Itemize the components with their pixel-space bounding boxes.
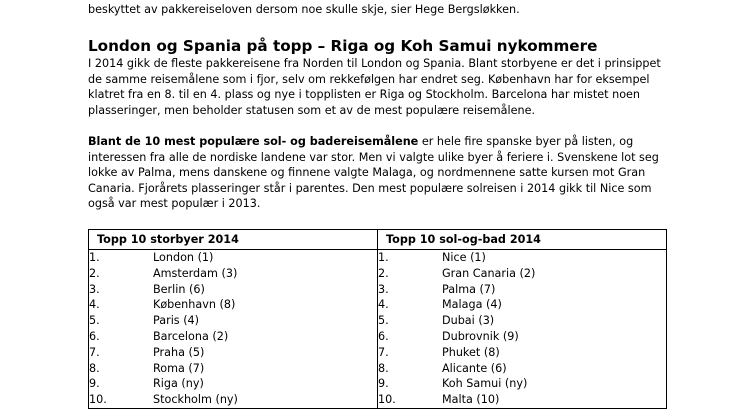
rank-number: 7. — [89, 345, 100, 359]
sun-beach-cell — [378, 376, 667, 392]
bold-lead: Blant de 10 mest populære sol- og badereisemålene — [88, 135, 419, 148]
city-name: Barcelona (2) — [153, 329, 229, 343]
rank-number: 3. — [378, 282, 389, 296]
paragraph-line: interessen fra alle de nordiske landene var stor. Men vi valgte ulike byer å feriere i. Svenskene lot seg — [88, 150, 659, 164]
paragraph-line — [88, 134, 659, 150]
intro-tail-text: beskyttet av pakkereiseloven dersom noe skulle skje, sier Hege Bergsløkken. — [88, 3, 520, 16]
city-cell — [89, 250, 378, 266]
sun-beach-name: Gran Canaria (2) — [442, 266, 536, 280]
sun-beach-name: Malaga (4) — [442, 298, 502, 312]
rank-number: 5. — [89, 314, 100, 328]
city-name: Roma (7) — [153, 361, 205, 375]
paragraph-line: klatret fra en 8. til en 4. plass og nye i topplisten er Riga og Stockholm. Barcelona har mistet noen — [88, 88, 641, 102]
top10-table — [88, 229, 667, 409]
rank-number: 6. — [378, 329, 389, 343]
paragraph-line: lokke av Palma, mens danskene og finnene valgte Malaga, og nordmennene satte kursen mot Gran — [88, 166, 646, 180]
table-row — [89, 345, 667, 361]
city-cell — [89, 361, 378, 377]
city-cell — [89, 266, 378, 282]
paragraph-line: også var mest populær i 2013. — [88, 197, 261, 211]
sun-beach-cell — [378, 392, 667, 408]
section-heading: London og Spania på topp – Riga og Koh Samui nykommere — [88, 37, 598, 55]
city-cell — [89, 329, 378, 345]
rank-number: 3. — [89, 282, 100, 296]
table-row — [89, 282, 667, 298]
paragraph-line: I 2014 gikk de fleste pakkereisene fra Norden til London og Spania. Blant storbyene er det i prinsippet — [88, 57, 661, 70]
sun-beach-name: Phuket (8) — [442, 345, 500, 359]
rank-number: 2. — [378, 266, 389, 280]
lead-rest: er hele fire spanske byer på listen, og — [418, 135, 634, 148]
city-name: Stockholm (ny) — [153, 393, 238, 407]
sun-beach-name: Dubai (3) — [442, 314, 495, 328]
rank-number: 9. — [89, 377, 100, 391]
city-cell — [89, 313, 378, 329]
sun-beach-name: Dubrovnik (9) — [442, 329, 519, 343]
table-row — [89, 250, 667, 266]
sun-beach-name: Palma (7) — [442, 282, 496, 296]
rank-number: 4. — [89, 298, 100, 312]
sun-beach-name: Koh Samui (ny) — [442, 377, 528, 391]
sun-beach-cell — [378, 266, 667, 282]
table-row — [89, 392, 667, 408]
table-body — [89, 250, 667, 409]
header-sun-beach: Topp 10 sol-og-bad 2014 — [378, 230, 667, 250]
table-row — [89, 329, 667, 345]
sun-beach-cell — [378, 313, 667, 329]
city-name: Berlin (6) — [153, 282, 205, 296]
rank-number: 10. — [89, 393, 107, 407]
sun-beach-cell — [378, 282, 667, 298]
table-header-row — [89, 230, 667, 250]
paragraph-line: de samme reisemålene som i fjor, selv om rekkefølgen har endret seg. København har for eksempel — [88, 72, 650, 86]
city-cell — [89, 282, 378, 298]
table-row — [89, 266, 667, 282]
rank-number: 8. — [378, 361, 389, 375]
sun-beach-cell — [378, 345, 667, 361]
sun-beach-name: Malta (10) — [442, 393, 500, 407]
sun-beach-cell — [378, 250, 667, 266]
rank-number: 1. — [378, 251, 389, 264]
city-cell — [89, 297, 378, 313]
table-row — [89, 297, 667, 313]
rank-number: 9. — [378, 377, 389, 391]
city-name: Amsterdam (3) — [153, 266, 238, 280]
sun-beach-cell — [378, 361, 667, 377]
table-row — [89, 313, 667, 329]
city-name: Paris (4) — [153, 314, 200, 328]
paragraph-line: Canaria. Fjorårets plasseringer står i parentes. Den mest populære solreisen i 2014 gikk til Nice som — [88, 181, 652, 195]
rank-number: 2. — [89, 266, 100, 280]
city-name: København (8) — [153, 298, 236, 312]
city-cell — [89, 376, 378, 392]
rank-number: 7. — [378, 345, 389, 359]
rank-number: 10. — [378, 393, 396, 407]
city-name: Praha (5) — [153, 345, 205, 359]
sun-beach-cell — [378, 297, 667, 313]
header-cities: Topp 10 storbyer 2014 — [89, 230, 378, 250]
rank-number: 8. — [89, 361, 100, 375]
paragraph-1 — [88, 56, 661, 118]
sun-beach-name: Nice (1) — [442, 251, 486, 264]
paragraph-line: plasseringer, men beholder statusen som et av de mest populære reisemålene. — [88, 103, 536, 117]
rank-number: 4. — [378, 298, 389, 312]
city-name: London (1) — [153, 251, 214, 264]
table-row — [89, 376, 667, 392]
sun-beach-name: Alicante (6) — [442, 361, 507, 375]
rank-number: 1. — [89, 251, 100, 264]
rank-number: 6. — [89, 329, 100, 343]
city-name: Riga (ny) — [153, 377, 204, 391]
paragraph-2 — [88, 134, 659, 212]
sun-beach-cell — [378, 329, 667, 345]
city-cell — [89, 392, 378, 408]
table-row — [89, 361, 667, 377]
rank-number: 5. — [378, 314, 389, 328]
city-cell — [89, 345, 378, 361]
